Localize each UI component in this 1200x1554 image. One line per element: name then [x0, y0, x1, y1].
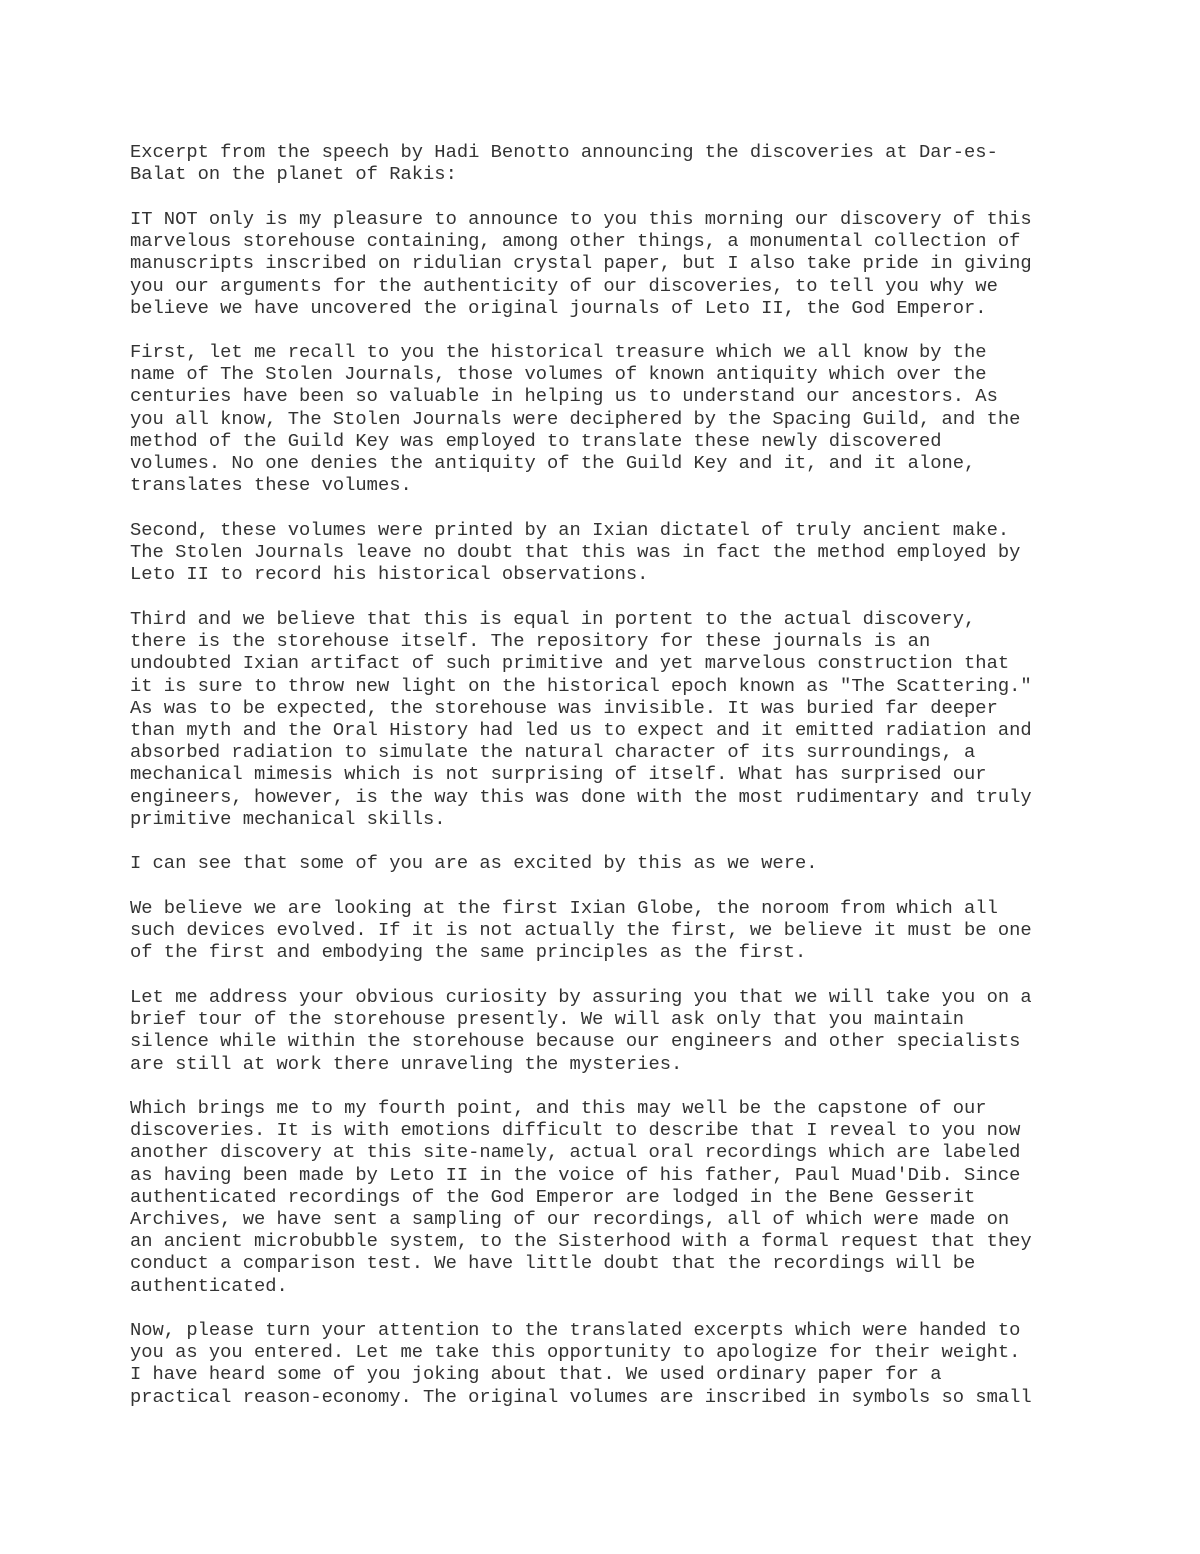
paragraph-first-point: First, let me recall to you the historical treasure which we all know by the name of The Stolen Journals, those volumes of known antiquity which over the centuries have been so valuable in helping us to understand our ancestors. As you all know, The Stolen Journals were deciphered by the Spacing Guild, and the method of the Guild Key was employed to translate these newly discovered volumes. No one denies the antiquity of the Guild Key and it, and it alone, translates these volumes. — [130, 341, 1021, 497]
paragraph-third-point: Third and we believe that this is equal in portent to the actual discovery, there is the storehouse itself. The repository for these journals is an undoubted Ixian artifact of such primitive and yet marvelous construction that it is sure to throw new light on the historical epoch known as "The Scattering." As was to be expected, the storehouse was invisible. It was buried far deeper than myth and the Oral History had led us to expect and it emitted radiation and absorbed radiation to simulate the natural character of its surroundings, a mechanical mimesis which is not surprising of itself. What has surprised our engineers, however, is the way this was done with the most rudimentary and truly primitive mechanical skills. — [130, 608, 1032, 830]
paragraph-tour: Let me address your obvious curiosity by assuring you that we will take you on a brief tour of the storehouse presently. We will ask only that you maintain silence while within the storehouse because our engineers and other specialists are still at work there unraveling the mysteries. — [130, 986, 1032, 1075]
paragraph-translated-excerpts: Now, please turn your attention to the translated excerpts which were handed to you as you entered. Let me take this opportunity to apologize for their weight. I have heard some of you joking about that. We used ordinary paper for a practical reason-economy. The original volumes are inscribed in symbols so small — [130, 1319, 1032, 1408]
paragraph-announcement: IT NOT only is my pleasure to announce to you this morning our discovery of this marvelous storehouse containing, among other things, a monumental collection of manuscripts inscribed on ridulian crystal paper, but I also take pride in giving you our arguments for the authenticity of our discoveries, to tell you why we believe we have uncovered the original journals of Leto II, the God Emperor. — [130, 208, 1032, 319]
excerpt-heading: Excerpt from the speech by Hadi Benotto announcing the discoveries at Dar-es- Balat on the planet of Rakis: — [130, 141, 998, 186]
paragraph-second-point: Second, these volumes were printed by an Ixian dictatel of truly ancient make. The Stolen Journals leave no doubt that this was in fact the method employed by Leto II to record his historical observations. — [130, 519, 1021, 586]
paragraph-ixian-globe: We believe we are looking at the first Ixian Globe, the noroom from which all such devices evolved. If it is not actually the first, we believe it must be one of the first and embodying the same principles as the first. — [130, 897, 1032, 964]
paragraph-excitement: I can see that some of you are as excited by this as we were. — [130, 852, 818, 874]
paragraph-fourth-point: Which brings me to my fourth point, and this may well be the capstone of our discoveries. It is with emotions difficult to describe that I reveal to you now another discovery at this site-namely, actual oral recordings which are labeled as having been made by Leto II in the voice of his father, Paul Muad'Dib. Since authenticated recordings of the God Emperor are lodged in the Bene Gesserit Archives, we have sent a sampling of our recordings, all of which were made on an ancient microbubble system, to the Sisterhood with a formal request that they conduct a comparison test. We have little doubt that the recordings will be authenticated. — [130, 1097, 1032, 1297]
